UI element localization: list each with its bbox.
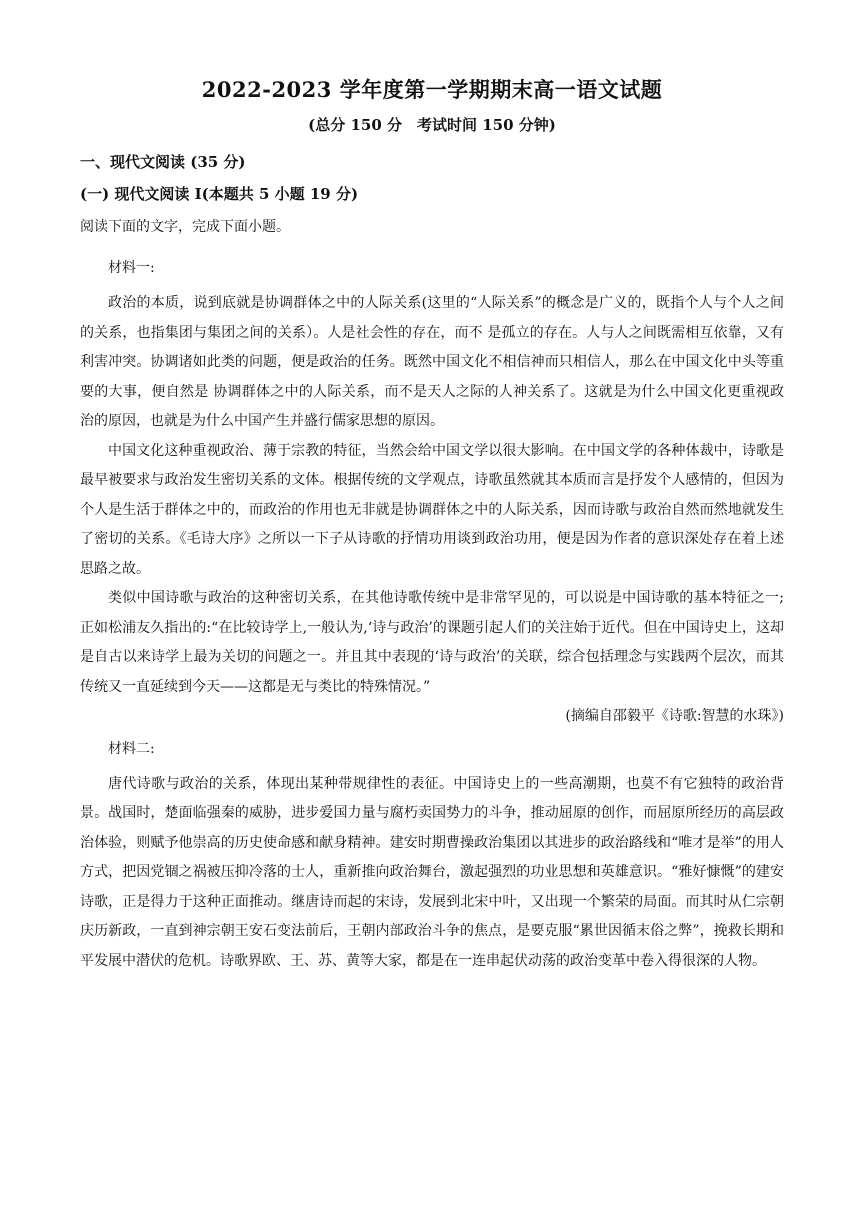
material2-paragraph: 唐代诗歌与政治的关系，体现出某种带规律性的表征。中国诗史上的一些高潮期，也莫不有它独特的政治背景。战国时，楚面临强秦的威胁，进步爱国力量与腐朽卖国势力的斗争，推动屈原的创作，而屈原所经历的高层政治体验，则赋予他崇高的历史使命感和献身精神。建安时期曹操政治集团以其进步的政治路线和“唯才是举”的用人方式，把因党锢之祸被压抑冷落的士人，重新推向政治舞台，激起强烈的功业思想和英雄意识。“雅好慷慨”的建安诗歌，正是得力于这种正面推动。继唐诗而起的宋诗，发展到北宋中叶，又出现一个繁荣的局面。而其时从仁宗朝庆历新政，一直到神宗朝王安石变法前后，王朝内部政治斗争的焦点，是要克服“累世因循末俗之弊”，挽救长期和平发展中潜伏的危机。诗歌界欧、王、苏、黄等大家，都是在一连串起伏动荡的政治变革中卷入得很深的人物。 bbox=[80, 775, 784, 969]
material1-source: (摘编自邵毅平《诗歌:智慧的水珠》) bbox=[565, 708, 784, 724]
material1-paragraph: 中国文化这种重视政治、薄于宗教的特征，当然会给中国文学以很大影响。在中国文学的各种体裁中，诗歌是最早被要求与政治发生密切关系的文体。根据传统的文学观点，诗歌虽然就其本质而言是抒发个人感情的，但因为个人是生活于群体之中的，而政治的作用也无非就是协调群体之中的人际关系，因而诗歌与政治自然而然地就发生了密切的关系。《毛诗大序》之所以一下子从诗歌的抒情功用谈到政治功用，便是因为作者的意识深处存在着上述思路之故。 bbox=[80, 442, 784, 577]
reading-instruction: 阅读下面的文字，完成下面小题。 bbox=[80, 219, 290, 235]
subsection-heading: (一) 现代文阅读 I(本题共 5 小题 19 分) bbox=[80, 185, 359, 203]
exam-title: 2022-2023 学年度第一学期期末高一语文试题 bbox=[201, 77, 663, 102]
material1-paragraph: 类似中国诗歌与政治的这种密切关系，在其他诗歌传统中是非常罕见的，可以说是中国诗歌的基本特征之一;正如松浦友久指出的:“在比较诗学上,一般认为,‘诗与政治’的课题引起人们的关注始于近代。但在中国诗史上，这却是自古以来诗学上最为关切的问题之一。并且其中表现的‘诗与政治’的关联，综合包括理念与实践两个层次，而其传统又一直延续到今天——这都是无与类比的特殊情况。” bbox=[80, 590, 784, 695]
exam-subtitle: (总分 150 分 考试时间 150 分钟) bbox=[308, 116, 556, 134]
material1-label: 材料一: bbox=[108, 260, 155, 276]
material1-paragraph: 政治的本质，说到底就是协调群体之中的人际关系(这里的“人际关系”的概念是广义的，既指个人与个人之间的关系，也指集团与集团之间的关系）。人是社会性的存在，而不 是孤立的存在。人与人之间既需相互依靠，又有利害冲突。协调诸如此类的问题，便是政治的任务。既然中国文化不相信神而只相信人，那么在中国文化中头等重要的大事，便自然是 协调群体之中的人际关系，而不是天人之际的人神关系了。这就是为什么中国文化更重视政治的原因，也就是为什么中国产生并盛行儒家思想的原因。 bbox=[80, 295, 784, 429]
section-heading: 一、现代文阅读 (35 分) bbox=[80, 153, 246, 171]
material2-label: 材料二: bbox=[108, 740, 155, 757]
